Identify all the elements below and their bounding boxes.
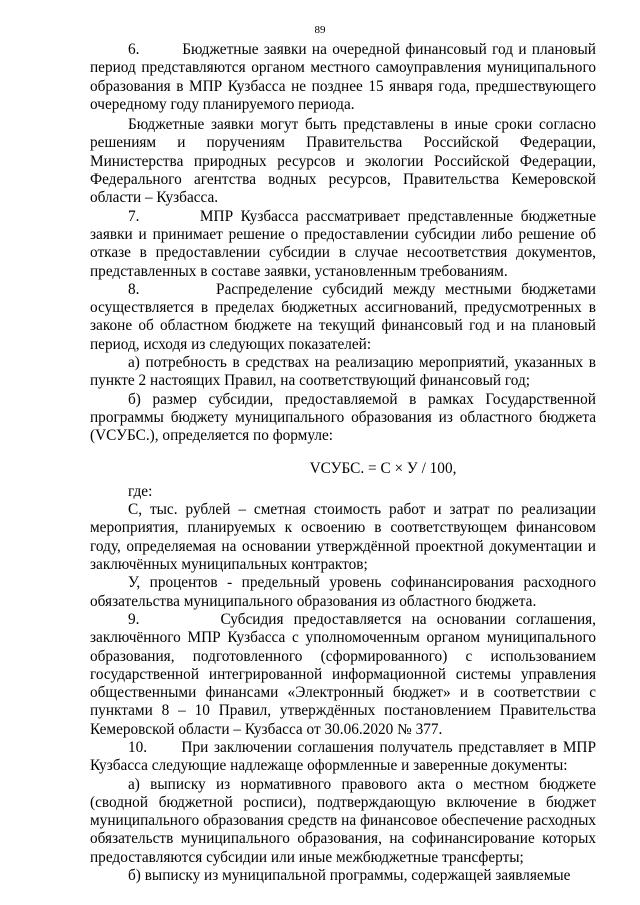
definition-u: У, процентов - предельный уровень софинансирования расходного обязательства муниципального образования из областного бюджета. xyxy=(90,574,596,610)
paragraph-10-item-b: б) выписку из муниципальной программы, содержащей заявляемые xyxy=(128,867,571,885)
definition-c: С, тыс. рублей – сметная стоимость работ и затрат по реализации мероприятия, планируемых к освоению в соответствующем финансовом году, определяемая на основании утверждённой проектной документации и заключённых муниципальных контрактов; xyxy=(90,501,596,574)
paragraph-8-item-a: а) потребность в средствах на реализацию мероприятий, указанных в пункте 2 настоящих Правил, на соответствующий финансовый год; xyxy=(90,354,596,390)
paragraph-10-item-a: а) выписку из нормативного правового акта о местном бюджете (сводной бюджетной росписи), подтверждающую включение в бюджет муниципального образования средств на финансовое обеспечение расходных обязательств муниципального образования, на софинансирование которых предоставляются субсидии или иные межбюджетные трансферты; xyxy=(90,775,596,866)
paragraph-8: 8. Распределение субсидий между местными бюджетами осуществляется в пределах бюджетных ассигнований, предусмотренных в законе об областном бюджете на текущий финансовый год и на плановый период, исходя из следующих показателей: xyxy=(90,280,596,353)
paragraph-8-item-b: б) размер субсидии, предоставляемой в рамках Государственной программы бюджету муниципального образования из областного бюджета (VСУБС.), определяется по формуле: xyxy=(90,390,596,445)
formula-where-label: где: xyxy=(128,482,153,500)
paragraph-10: 10. При заключении соглашения получатель представляет в МПР Кузбасса следующие надлежаще оформленные и заверенные документы: xyxy=(90,738,596,775)
paragraph-6: 6. Бюджетные заявки на очередной финансовый год и плановый период представляются органом местного самоуправления муниципального образования в МПР Кузбасса не позднее 15 января года, предшествующего очередному году планируемого периода. xyxy=(90,41,596,113)
paragraph-6-continued: Бюджетные заявки могут быть представлены в иные сроки согласно решениям и поручениям Правительства Российской Федерации, Министерства природных ресурсов и экологии Российской Федерации, Федерального агентства водных ресурсов, Правительства Кемеровской области – Кузбасса. xyxy=(90,116,596,207)
subsidy-formula: VСУБС. = С × У / 100, xyxy=(309,459,457,477)
paragraph-7: 7. МПР Кузбасса рассматривает представленные бюджетные заявки и принимает решение о предоставлении субсидии либо решение об отказе в предоставлении субсидии в случае несоответствия документов, представленных в составе заявки, установленным требованиям. xyxy=(90,207,596,280)
page-number: 89 xyxy=(314,24,326,36)
paragraph-9: 9. Субсидия предоставляется на основании соглашения, заключённого МПР Кузбасса с уполномоченным органом муниципального образования, подготовленного (сформированного) с использованием государственной интегрированной информационной системы управления общественными финансами «Электронный бюджет» и в соответствии с пунктами 8 – 10 Правил, утверждённых постановлением Правительства Кемеровской области – Кузбасса от 30.06.2020 № 377. xyxy=(90,610,596,738)
document-body xyxy=(90,41,596,885)
